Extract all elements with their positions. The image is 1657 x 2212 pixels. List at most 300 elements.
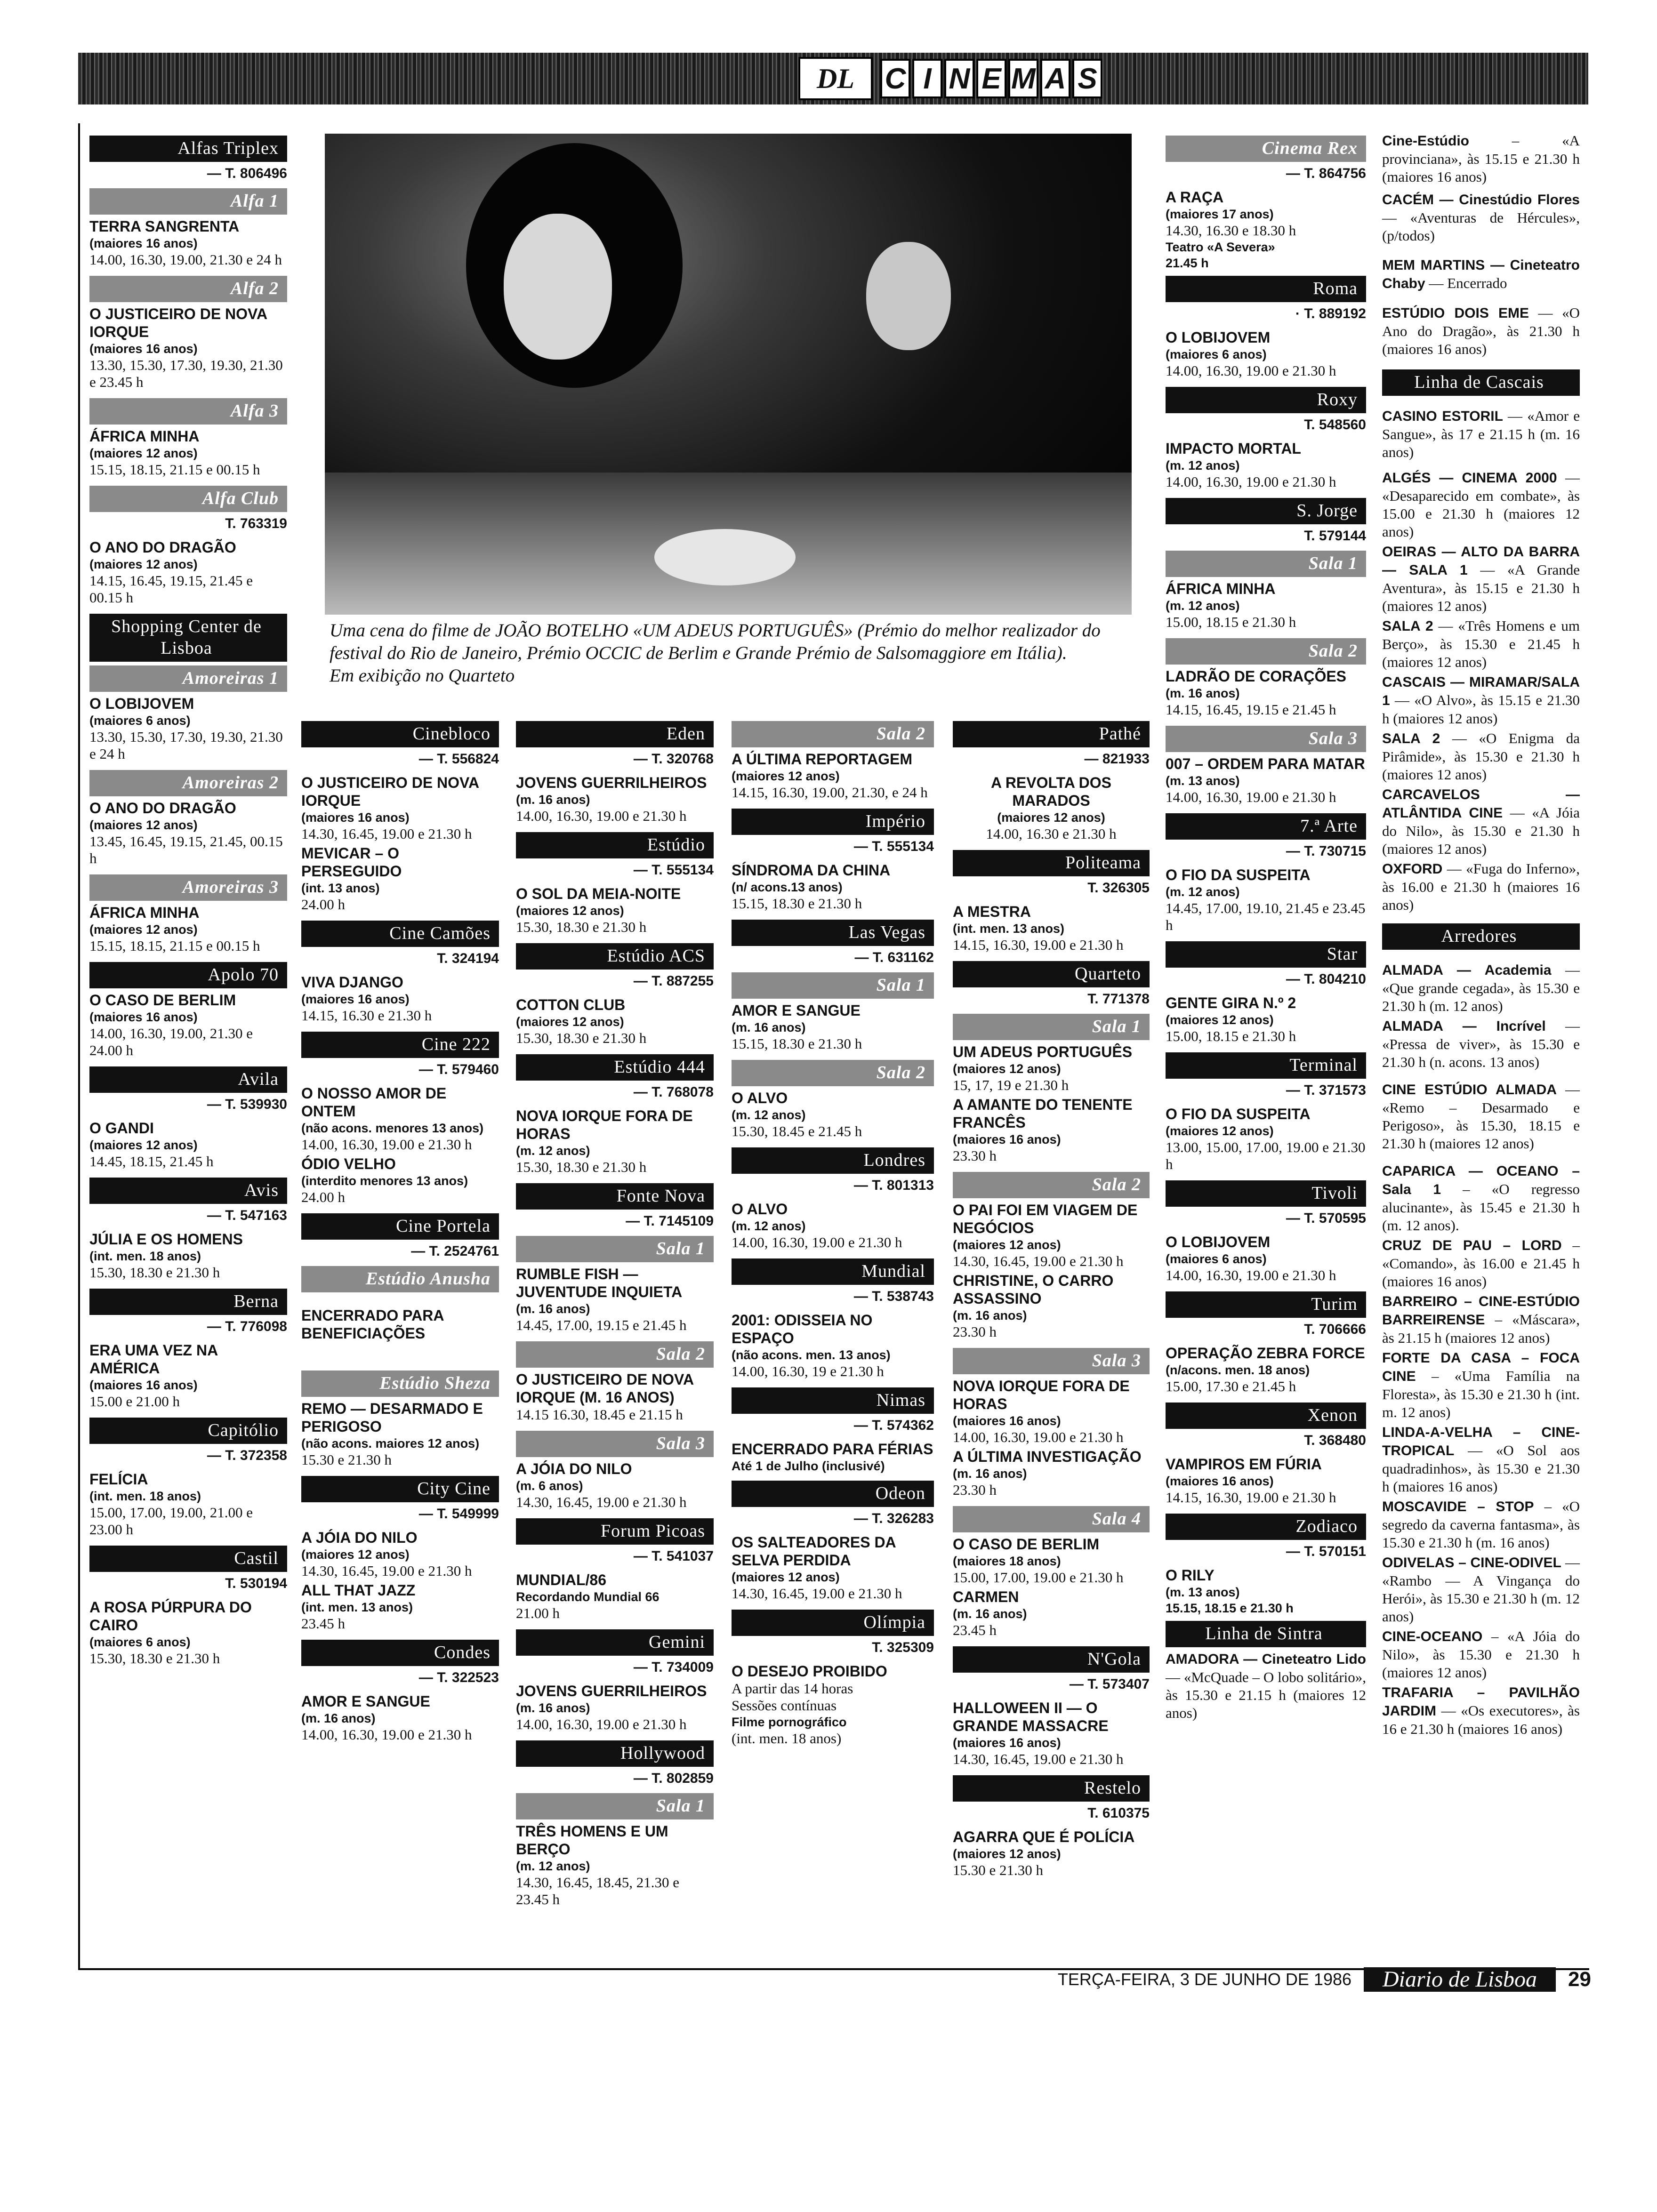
cinema-name: ODIVELAS – CINE-ODIVEL: [1382, 1555, 1561, 1571]
phone: — T. 2524761: [411, 1243, 499, 1259]
cinema-name: BARREIRO – CINE-ESTÚDIO BARREIRENSE: [1382, 1294, 1580, 1328]
listing: [953, 1535, 1150, 1639]
phone: · T. 889192: [1295, 306, 1366, 321]
phone: — T. 776098: [207, 1319, 287, 1334]
title-letter: A: [1040, 59, 1070, 98]
cinema-header: Castil: [89, 1546, 287, 1572]
phone: — T. 574362: [853, 1418, 934, 1433]
cinema-header: Avila: [89, 1066, 287, 1093]
listing: [301, 1692, 499, 1743]
rating: (maiores 12 anos): [1166, 1124, 1274, 1138]
listing-text: — «Rambo — A Vingança do Herói», às 15.30 e 21.30 h (m. 12 anos): [1382, 1554, 1580, 1625]
listing-text: — «Aventuras de Hércules», (p/todos): [1382, 209, 1580, 244]
cinema-header: Estúdio Sheza: [301, 1370, 499, 1397]
column-6: [1166, 132, 1366, 1722]
listing-paragraph: [1382, 1627, 1580, 1682]
film-title: MEVICAR – O PERSEGUIDO: [301, 845, 402, 880]
phone: — T. 887255: [633, 973, 714, 989]
listing-text: – «O regresso alucinante», às 15.45 e 21.30 h (m. 12 anos).: [1382, 1181, 1580, 1234]
film-title: A ÚLTIMA REPORTAGEM: [732, 751, 912, 768]
showtimes: 14.00, 16.30, 19.00, 21.30 e 24 h: [89, 251, 282, 268]
phone: — T. 570151: [1286, 1544, 1366, 1559]
film-title: O ALVO: [732, 1201, 788, 1218]
film-title: JÚLIA E OS HOMENS: [89, 1231, 243, 1248]
showtimes: 15.00 e 21.00 h: [89, 1393, 180, 1410]
showtimes: 13.30, 15.30, 17.30, 19.30, 21.30 e 23.45 h: [89, 357, 283, 390]
listing: [732, 1311, 934, 1380]
showtimes: 14.00, 16.30, 19.00 e 21.30 h: [1166, 789, 1336, 805]
phone: — T. 734009: [633, 1659, 714, 1675]
showtimes: 14.30, 16.45, 19.00 e 21.30 h: [301, 825, 472, 842]
showtimes: 14.30, 16.45, 18.45, 21.30 e 23.45 h: [516, 1874, 680, 1907]
rating: (m. 12 anos): [732, 1219, 806, 1233]
phone: — T. 320768: [633, 751, 714, 767]
phone: — T. 864756: [1286, 166, 1366, 181]
rating: (interdito menores 13 anos): [301, 1174, 468, 1188]
listing: [1166, 1566, 1366, 1616]
listing: [1166, 440, 1366, 490]
cinema-header: N'Gola: [953, 1646, 1150, 1673]
newspaper-masthead: Diario de Lisboa: [1364, 1967, 1556, 1992]
listing: [1166, 1344, 1366, 1395]
cinema-header: Tivoli: [1166, 1180, 1366, 1207]
film-title: 2001: ODISSEIA NO ESPAÇO: [732, 1312, 873, 1346]
film-title: UM ADEUS PORTUGUÊS: [953, 1043, 1133, 1060]
showtimes: 14.15, 16.45, 19.15 e 21.45 h: [1166, 701, 1336, 718]
listing: [89, 799, 287, 867]
film-title: ENCERRADO PARA FÉRIAS: [732, 1441, 933, 1458]
film-title: AGARRA QUE É POLÍCIA: [953, 1828, 1135, 1845]
cinema-header: Sala 2: [732, 721, 934, 747]
showtimes: 15.00, 18.15 e 21.30 h: [1166, 1028, 1296, 1044]
showtimes: 14.00, 16.30, 19.00 e 21.30 h: [1166, 362, 1336, 379]
phone: — T. 326283: [853, 1511, 934, 1526]
listing: [516, 885, 714, 936]
showtimes: 14.15, 16.30 e 21.30 h: [301, 1007, 432, 1024]
cinema-header: Xenon: [1166, 1403, 1366, 1429]
film-title: O GANDI: [89, 1120, 154, 1137]
film-title: O RILY: [1166, 1567, 1215, 1584]
rating: (maiores 12 anos): [89, 818, 198, 832]
listing: [732, 1533, 934, 1602]
film-title: O ANO DO DRAGÃO: [89, 800, 236, 817]
cinema-header: Império: [732, 809, 934, 835]
rating: (m. 16 anos): [516, 1302, 590, 1316]
showtimes: 23.45 h: [953, 1622, 997, 1638]
rating: (m. 13 anos): [1166, 1585, 1240, 1599]
film-title: O LOBIJOVEM: [1166, 329, 1271, 346]
cinema-header: Las Vegas: [732, 920, 934, 946]
rating: (maiores 6 anos): [1166, 347, 1267, 361]
cinema-header: Sala 2: [732, 1060, 934, 1086]
listing-text: — «O Ano do Dragão», às 21.30 h (maiores 16 anos): [1382, 305, 1580, 357]
cinema-header: Shopping Center de Lisboa: [89, 614, 287, 662]
listing-paragraph: [1382, 256, 1580, 293]
cinema-header: Sala 1: [953, 1014, 1150, 1040]
rating: (maiores 16 anos): [301, 992, 410, 1006]
cinema-header: Odeon: [732, 1481, 934, 1507]
listing: [732, 1440, 934, 1474]
cinema-header: Londres: [732, 1147, 934, 1174]
cinema-header: Cine Camões: [301, 921, 499, 947]
cinema-header: Olímpia: [732, 1610, 934, 1636]
cinema-header: City Cine: [301, 1476, 499, 1502]
listing: [732, 750, 934, 801]
film-title: O FIO DA SUSPEITA: [1166, 1106, 1311, 1122]
listing-paragraph: [1382, 543, 1580, 615]
rating: (maiores 12 anos): [89, 557, 198, 571]
listing-text: — «O Alvo», às 15.15 e 21.30 h (maiores 12 anos): [1382, 692, 1580, 727]
film-title: A RAÇA: [1166, 189, 1224, 206]
showtimes: 15.30, 18.30 e 21.30 h: [516, 1159, 647, 1175]
listing-paragraph: [1382, 1236, 1580, 1290]
cinema-name: MEM MARTINS — Cineteatro Chaby: [1382, 257, 1580, 291]
cinema-header: Sala 2: [953, 1172, 1150, 1198]
listing: [301, 1306, 499, 1342]
phone: — T. 539930: [207, 1097, 287, 1112]
film-title: AMOR E SANGUE: [732, 1002, 861, 1019]
listing: [732, 1002, 934, 1052]
film-title: SÍNDROMA DA CHINA: [732, 862, 891, 879]
listing-paragraph: [1382, 1081, 1580, 1153]
cinema-name: OXFORD: [1382, 861, 1443, 877]
listing-text: – «Uma Família na Floresta», às 15.30 e 21.30 h (int. m. 12 anos): [1382, 1368, 1580, 1420]
rating: (m. 16 anos): [1166, 686, 1240, 700]
listing: [89, 1341, 287, 1410]
film-title: A MESTRA: [953, 903, 1031, 920]
listing: [516, 774, 714, 825]
rating: (m. 16 anos): [516, 1701, 590, 1715]
phone: — T. 801313: [853, 1178, 934, 1193]
column-2: [301, 717, 499, 1751]
rating: (m. 16 anos): [301, 1711, 376, 1725]
rating: (m. 16 anos): [953, 1467, 1027, 1481]
showtimes: 14.30, 16.45, 19.00 e 21.30 h: [301, 1563, 472, 1579]
listing-text: — Encerrado: [1425, 275, 1507, 291]
column-5: [953, 717, 1150, 1886]
cinema-header: Pathé: [953, 721, 1150, 747]
film-title: 007 – ORDEM PARA MATAR: [1166, 755, 1365, 772]
phone: — T. 555134: [633, 862, 714, 878]
showtimes: 15.15, 18.30 e 21.30 h: [732, 1035, 862, 1052]
listing: [953, 1377, 1150, 1499]
film-title: A REVOLTA DOS MARADOS: [991, 774, 1111, 809]
phone: T. 548560: [1304, 417, 1366, 433]
listing-text: – «Máscara», às 21.15 h (maiores 12 anos): [1382, 1311, 1580, 1346]
cinema-header: Sala 4: [953, 1506, 1150, 1532]
cinema-header: Restelo: [953, 1775, 1150, 1802]
listing: [89, 1470, 287, 1538]
showtimes: 15.30, 18.30 e 21.30 h: [89, 1650, 220, 1667]
film-title: IMPACTO MORTAL: [1166, 440, 1301, 457]
showtimes: 14.15, 16.45, 19.15, 21.45 e 00.15 h: [89, 572, 253, 606]
cinema-name: SALA 2: [1382, 731, 1440, 746]
rating: (m. 6 anos): [516, 1479, 583, 1493]
phone: — T. 556824: [418, 751, 499, 767]
listing: [516, 1265, 714, 1334]
film-title: HALLOWEEN II — O GRANDE MASSACRE: [953, 1699, 1109, 1734]
cinema-header: Capitólio: [89, 1418, 287, 1444]
cinema-name: LINDA-A-VELHA – CINE-TROPICAL: [1382, 1425, 1580, 1459]
showtimes: 23.30 h: [953, 1482, 997, 1498]
photo-figure: [866, 242, 951, 350]
photo-caption: [330, 619, 1102, 687]
showtimes: 15.00, 17.00, 19.00 e 21.30 h: [953, 1569, 1124, 1586]
cinema-header: Avis: [89, 1178, 287, 1204]
cinema-header: Amoreiras 2: [89, 770, 287, 796]
listing-paragraph: [1382, 469, 1580, 541]
rating: Até 1 de Julho (inclusivé): [732, 1459, 885, 1473]
listing-text: – «O segredo da caverna fantasma», às 15.30 e 21.30 h (m. 16 anos): [1382, 1498, 1580, 1551]
showtimes: 15.30 e 21.30 h: [953, 1862, 1044, 1878]
cinema-header: Roma: [1166, 276, 1366, 302]
title-letter: N: [944, 59, 974, 98]
film-title: TRÊS HOMENS E UM BERÇO: [516, 1823, 668, 1858]
listing-text: — «A Grande Aventura», às 15.15 e 21.30 h (maiores 12 anos): [1382, 561, 1580, 614]
cinema-name: CACÉM — Cinestúdio Flores: [1382, 192, 1580, 208]
cinema-name: CASCAIS — MIRAMAR/SALA 1: [1382, 674, 1580, 708]
cinema-header: Sala 3: [1166, 726, 1366, 752]
film-title: O CASO DE BERLIM: [89, 992, 236, 1009]
showtimes: 14.15 16.30, 18.45 e 21.15 h: [516, 1406, 683, 1423]
showtimes: 14.45, 17.00, 19.15 e 21.45 h: [516, 1317, 687, 1333]
listing-paragraph: [1382, 961, 1580, 1015]
listing-paragraph: [1382, 673, 1580, 728]
title-letter: I: [912, 59, 942, 98]
listing: [89, 904, 287, 954]
phone: T. 610375: [1087, 1805, 1150, 1821]
film-title: LADRÃO DE CORAÇÕES: [1166, 668, 1347, 685]
phone: T. 579144: [1304, 528, 1366, 544]
film-title: NOVA IORQUE FORA DE HORAS: [953, 1378, 1130, 1412]
region-header: Linha de Sintra: [1166, 1621, 1366, 1647]
showtimes: 14.30, 16.45, 19.00 e 21.30 h: [516, 1494, 687, 1510]
showtimes: 14.00, 16.30, 19.00 e 21.30 h: [1166, 1267, 1336, 1283]
showtimes: 15.15, 18.15, 21.15 e 00.15 h: [89, 461, 260, 478]
cinema-name: ALGÉS — CINEMA 2000: [1382, 470, 1557, 486]
listing: [301, 973, 499, 1024]
rating: (m. 16 anos): [953, 1308, 1027, 1322]
cinema-name: FORTE DA CASA – FOCA CINE: [1382, 1350, 1580, 1384]
caption-text: Uma cena do filme de JOÃO BOTELHO «UM ADEUS PORTUGUÊS» (Prémio do melhor realizador do festival do Rio de Janeiro, Prémio OCCIC de Berlim e Grande Prémio de Salsomaggiore em Itália).: [330, 620, 1101, 663]
phone: T. 368480: [1304, 1433, 1366, 1448]
title-letter: S: [1072, 59, 1102, 98]
listing-paragraph: [1382, 1498, 1580, 1552]
rating: (m. 16 anos): [953, 1607, 1027, 1621]
photo-figure: [654, 529, 796, 585]
listing: [1166, 667, 1366, 718]
showtimes: 14.00, 16.30, 19.00 e 21.30 h: [953, 1429, 1124, 1445]
listing-paragraph: [1382, 729, 1580, 784]
listing: [516, 1822, 714, 1908]
page-footer: [984, 1965, 1591, 1994]
film-title: O CASO DE BERLIM: [953, 1536, 1100, 1553]
rating: (maiores 12 anos): [732, 1570, 840, 1584]
phone: — T. 547163: [207, 1208, 287, 1223]
rating: (n/ acons.13 anos): [732, 880, 843, 894]
showtimes: 15.30, 18.45 e 21.45 h: [732, 1123, 862, 1139]
showtimes: 15.15, 18.30 e 21.30 h: [732, 895, 862, 912]
note: Sessões contínuas: [732, 1697, 837, 1714]
listing-text: – «A Jóia do Nilo», às 15.30 e 21.30 h (maiores 12 anos): [1382, 1628, 1580, 1681]
showtimes: 23.45 h: [301, 1615, 345, 1632]
cinema-name: CASINO ESTORIL: [1382, 409, 1503, 424]
cinema-header: Terminal: [1166, 1052, 1366, 1079]
rating: (maiores 16 anos): [953, 1736, 1061, 1750]
showtimes: 14.00, 16.30, 19.00 e 21.30 h: [301, 1136, 472, 1153]
cinema-name: AMADORA — Cineteatro Lido: [1166, 1651, 1366, 1667]
cinema-name: CINE ESTÚDIO ALMADA: [1382, 1082, 1557, 1098]
rating: (maiores 12 anos): [953, 1847, 1061, 1861]
film-title: OS SALTEADORES DA SELVA PERDIDA: [732, 1534, 896, 1569]
cinema-name: CINE-OCEANO: [1382, 1629, 1483, 1644]
film-title: O NOSSO AMOR DE ONTEM: [301, 1085, 447, 1120]
listing: [1166, 1455, 1366, 1506]
phone: — T. 371573: [1286, 1082, 1366, 1098]
cinema-header: Zodiaco: [1166, 1514, 1366, 1540]
listing: [1166, 188, 1366, 271]
listing-paragraph: [1382, 1162, 1580, 1234]
phone: — T. 7145109: [626, 1213, 714, 1229]
listing: [1166, 1233, 1366, 1284]
rating: (maiores 12 anos): [997, 810, 1105, 825]
film-title: FELÍCIA: [89, 1471, 148, 1488]
listing: [953, 1043, 1150, 1164]
showtimes: 15, 17, 19 e 21.30 h: [953, 1077, 1069, 1093]
listing: [516, 996, 714, 1047]
phone: — T. 573407: [1069, 1676, 1150, 1692]
cinema-header: Sala 1: [732, 972, 934, 999]
listing-text: — «Fuga do Inferno», às 16.00 e 21.30 h (maiores 16 anos): [1382, 860, 1580, 913]
cinema-name: TRAFARIA – PAVILHÃO JARDIM: [1382, 1685, 1580, 1719]
region-header: Linha de Cascais: [1382, 369, 1580, 396]
film-title: O JUSTICEIRO DE NOVA IORQUE: [89, 305, 267, 340]
rating: (maiores 12 anos): [89, 922, 198, 937]
film-title: Teatro «A Severa»: [1166, 240, 1275, 254]
showtimes: 15.30 e 21.30 h: [301, 1451, 392, 1468]
film-title: O FIO DA SUSPEITA: [1166, 866, 1311, 883]
cinema-header: Apolo 70: [89, 962, 287, 988]
rating: (m. 12 anos): [1166, 599, 1240, 613]
film-title: A ÚLTIMA INVESTIGAÇÃO: [953, 1448, 1142, 1465]
film-title: ENCERRADO PARA BENEFICIAÇÕES: [301, 1307, 444, 1342]
film-title: AMOR E SANGUE: [301, 1693, 430, 1710]
film-title: REMO — DESARMADO E PERIGOSO: [301, 1400, 483, 1435]
listing: [1166, 1105, 1366, 1173]
listing-paragraph: [1382, 1423, 1580, 1496]
cinema-header: Cine Portela: [301, 1213, 499, 1240]
listing-paragraph: [1382, 785, 1580, 858]
column-4: [732, 717, 934, 1755]
cinema-header: Sala 3: [953, 1348, 1150, 1374]
listing: [301, 1400, 499, 1468]
listing: [1166, 866, 1366, 934]
phone: T. 326305: [1087, 880, 1150, 896]
rating: (int. men. 13 anos): [301, 1600, 413, 1614]
rating: (m. 12 anos): [516, 1859, 590, 1873]
film-title: CARMEN: [953, 1588, 1019, 1605]
listing-text: — «McQuade – O lobo solitário», às 15.30 e 21.15 h (maiores 12 anos): [1166, 1669, 1366, 1721]
listing: [1166, 755, 1366, 806]
film-title: A AMANTE DO TENENTE FRANCÊS: [953, 1096, 1133, 1131]
phone: — 821933: [1084, 751, 1150, 767]
cinema-header: Cinema Rex: [1166, 136, 1366, 162]
listing-paragraph: [1382, 1017, 1580, 1071]
film-title: ÁFRICA MINHA: [89, 904, 200, 921]
rating: (não acons. menores 13 anos): [301, 1121, 484, 1135]
cinema-header: Cine 222: [301, 1032, 499, 1058]
rating: (maiores 16 anos): [89, 1378, 198, 1392]
rating: (m. 12 anos): [1166, 885, 1240, 899]
listing: [1166, 580, 1366, 631]
phone: — T. 730715: [1286, 843, 1366, 859]
section-title-cinemas: [880, 59, 1102, 98]
cinema-header: Cinebloco: [301, 721, 499, 747]
showtimes: 14.30, 16.45, 19.00 e 21.30 h: [732, 1585, 902, 1602]
rating: (m. 16 anos): [732, 1020, 806, 1034]
rating: (maiores 6 anos): [89, 713, 191, 728]
cinema-header: Estúdio 444: [516, 1054, 714, 1081]
showtimes: 21.00 h: [516, 1605, 560, 1621]
column-3: [516, 717, 714, 1915]
showtimes: 14.00, 16.30, 19.00 e 21.30 h: [516, 808, 687, 824]
note: A partir das 14 horas: [732, 1680, 853, 1697]
listing: [89, 427, 287, 478]
listing-text: — «Pressa de viver», às 15.30 e 21.30 h (n. acons. 13 anos): [1382, 1018, 1580, 1070]
cinema-header: Sala 3: [516, 1431, 714, 1457]
rating: Recordando Mundial 66: [516, 1590, 660, 1604]
film-title: JOVENS GUERRILHEIROS: [516, 1683, 707, 1699]
showtimes: 14.00, 16.30, 19.00 e 21.30 h: [516, 1716, 687, 1732]
banner-title: [798, 57, 1142, 100]
cinema-header: Sala 1: [516, 1236, 714, 1262]
listing: [953, 1699, 1150, 1768]
showtimes: 14.00, 16.30 e 21.30 h: [986, 825, 1117, 842]
rating: (maiores 16 anos): [953, 1132, 1061, 1146]
film-title: O JUSTICEIRO DE NOVA IORQUE (M. 16 ANOS): [516, 1371, 693, 1406]
cinema-name: CAPARICA — OCEANO – Sala 1: [1382, 1163, 1580, 1197]
cinema-name: Cine-Estúdio: [1382, 133, 1469, 149]
cinema-header: Forum Picoas: [516, 1518, 714, 1545]
cinema-name: ESTÚDIO DOIS EME: [1382, 305, 1529, 321]
rating: (maiores 17 anos): [1166, 207, 1274, 221]
film-title: O DESEJO PROIBIDO: [732, 1663, 887, 1680]
note: Filme pornográfico: [732, 1715, 847, 1729]
listing-text: — «Desaparecido em combate», às 15.00 e 21.30 h (maiores 12 anos): [1382, 469, 1580, 540]
rating: (maiores 12 anos): [301, 1547, 410, 1562]
listing: [953, 1201, 1150, 1340]
rating: (maiores 6 anos): [1166, 1252, 1267, 1266]
listing: [516, 1370, 714, 1423]
cinema-header: Alfa 2: [89, 276, 287, 302]
rating: (int. men. 18 anos): [732, 1730, 842, 1747]
film-title: OPERAÇÃO ZEBRA FORCE: [1166, 1345, 1365, 1362]
rating: (maiores 16 anos): [1166, 1474, 1274, 1488]
phone: — T. 549999: [418, 1506, 499, 1522]
listing: [89, 1119, 287, 1170]
listing: [89, 305, 287, 391]
cinema-header: Turim: [1166, 1291, 1366, 1318]
rating: (m. 12 anos): [516, 1144, 590, 1158]
film-title: JOVENS GUERRILHEIROS: [516, 774, 707, 791]
issue-date: TERÇA-FEIRA, 3 DE JUNHO DE 1986: [1057, 1970, 1352, 1989]
phone: — T. 804210: [1286, 971, 1366, 987]
showtimes: 14.15, 16.30, 19.00 e 21.30 h: [953, 937, 1124, 953]
rating: (int. 13 anos): [301, 881, 380, 895]
listing-text: — «A Jóia do Nilo», às 15.30 e 21.30 h (maiores 12 anos): [1382, 804, 1580, 857]
showtimes: 23.30 h: [953, 1147, 997, 1164]
rating: (int. men. 18 anos): [89, 1489, 201, 1503]
